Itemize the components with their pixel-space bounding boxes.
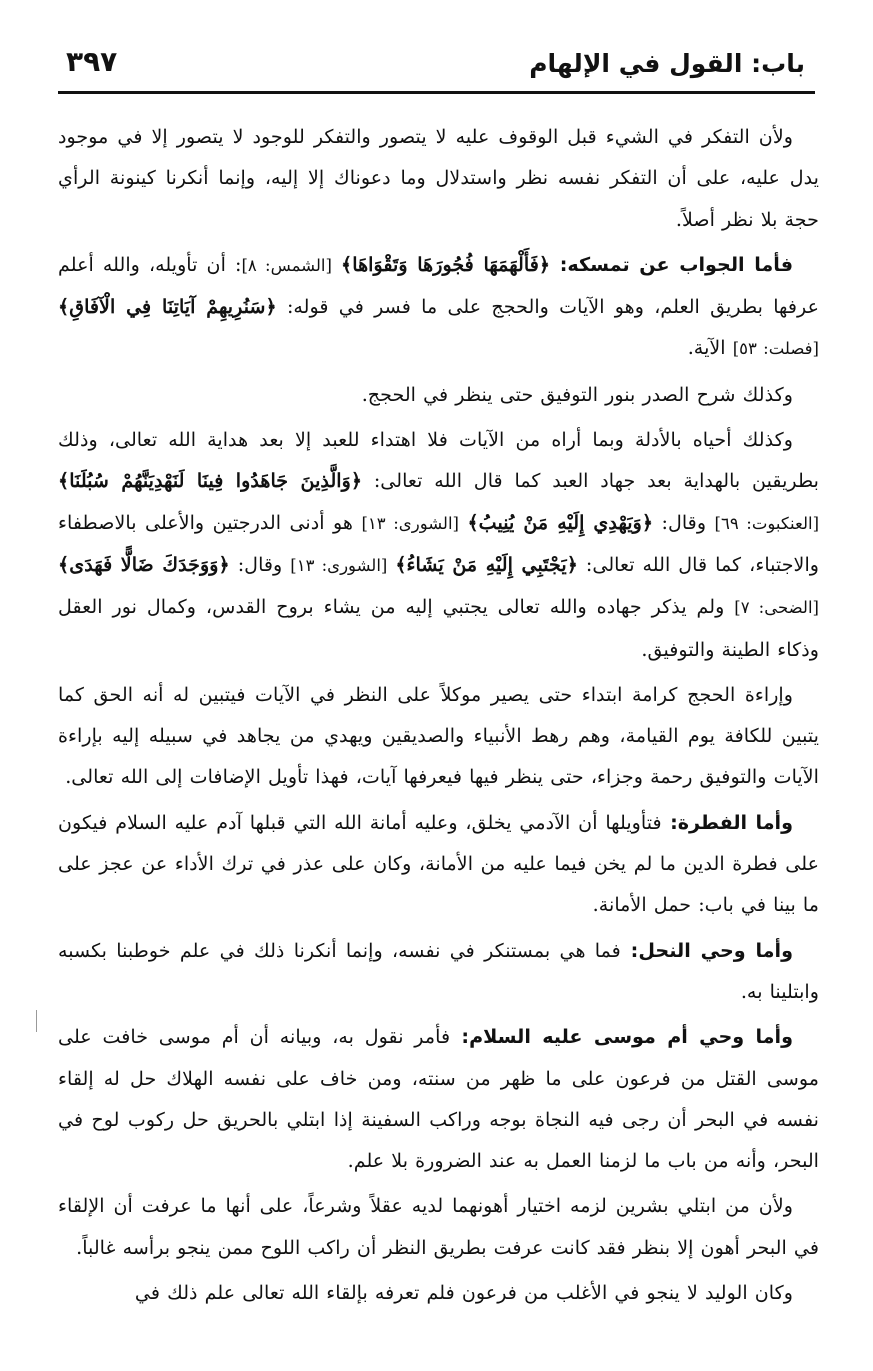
- paragraph: [58, 1016, 819, 1181]
- quran-quote: ﴿وَوَجَدَكَ ضَالًّا فَهَدَى﴾: [58, 552, 230, 576]
- verse-reference: [الشورى: ١٣]: [361, 513, 459, 533]
- quran-quote: ﴿يَجْتَبِي إِلَيْهِ مَنْ يَشَاءُ﴾: [395, 552, 578, 576]
- paragraph: [58, 1272, 819, 1313]
- running-title: باب: القول في الإلهام: [529, 49, 805, 78]
- body-text: [58, 116, 819, 1317]
- paragraph: [58, 374, 819, 415]
- quran-quote: ﴿وَيَهْدِي إِلَيْهِ مَنْ يُنِيبُ﴾: [467, 510, 654, 534]
- paragraph: [58, 930, 819, 1013]
- quran-quote: ﴿سَنُرِيهِمْ آيَاتِنَا فِي الْآفَاقِ﴾: [58, 295, 277, 319]
- paragraph: [58, 116, 819, 240]
- margin-mark: [36, 1010, 37, 1032]
- text-run: ولم يذكر جهاده والله تعالى يجتبي إليه من يشاء بروح القدس، وكمال نور العقل وذكاء الطينة والتوفيق.: [58, 595, 819, 661]
- text-run: هو أدنى الدرجتين والأعلى بالاصطفاء والاجتباء، كما قال الله تعالى:: [58, 510, 820, 576]
- verse-reference: [العنكبوت: ٦٩]: [714, 513, 820, 533]
- paragraph: [58, 1185, 819, 1268]
- text-run: ولأن من ابتلي بشرين لزمه اختيار أهونهما لديه عقلاً وشرعاً، على أنها ما عرفت أن الإلقاء في البحر أهون إلا بنظر فقد كانت عرفت بطريق النظر أن راكب اللوح ممن ينجو برأسه غالباً.: [58, 1194, 819, 1259]
- quran-quote: ﴿وَالَّذِينَ جَاهَدُوا فِينَا لَنَهْدِيَنَّهُمْ سُبُلَنَا﴾: [58, 469, 363, 493]
- text-run: فما هي بمستنكر في نفسه، وإنما أنكرنا ذلك في علم خوطبنا بكسبه وابتلينا به.: [58, 938, 819, 1003]
- paragraph: [58, 802, 819, 926]
- section-lead: فأما الجواب عن تمسكه:: [550, 252, 793, 276]
- text-run: الآية.: [687, 336, 733, 360]
- verse-reference: [الضحى: ٧]: [734, 598, 819, 618]
- text-run: : أن تأويله، والله أعلم عرفها بطريق العلم، وهو الآيات والحجج على ما فسر في قوله:: [58, 252, 819, 319]
- verse-reference: [الشمس: ٨]: [241, 255, 332, 275]
- text-run: ولأن التفكر في الشيء قبل الوقوف عليه لا يتصور والتفكر للوجود لا يتصور إلا في موجود يدل عليه، على أن التفكر نفسه نظر واستدلال وما دعوناك إلا إليه، وإنما أنكرنا كينونة الرأي حجة بلا نظر أصلاً.: [58, 125, 819, 231]
- text-run: وكذلك شرح الصدر بنور التوفيق حتى ينظر في الحجج.: [361, 382, 793, 406]
- text-run: وإراءة الحجج كرامة ابتداء حتى يصير موكلاً على النظر في الآيات فيتبين له أنه الحق كما يتبين للكافة يوم القيامة، وهم رهط الأنبياء والصديقين ويهدي من يجاهد في سبيله إليه بإراءة الآيات والتوفيق رحمة وجزاء، حتى ينظر فيها فيعرفها آيات، فهذا تأويل الإضافات إلى الله تعالى.: [58, 682, 819, 789]
- page-header: [66, 42, 805, 90]
- text-run: وقال:: [229, 552, 291, 576]
- section-lead: وأما وحي أم موسى عليه السلام:: [450, 1025, 793, 1049]
- page-number: ٣٩٧: [66, 45, 118, 78]
- section-lead: وأما الفطرة:: [661, 810, 793, 834]
- paragraph: [58, 674, 819, 798]
- text-run: فتأويلها أن الآدمي يخلق، وعليه أمانة الله التي قبلها آدم عليه السلام فيكون على فطرة الدين ما لم يخن فيما عليه من الأمانة، وكان على عذر في ترك الأداء عن عجز على ما بينا في باب: حمل الأمانة.: [58, 810, 819, 917]
- header-rule: [58, 91, 815, 94]
- text-run: فأمر نقول به، وبيانه أن أم موسى خافت على موسى القتل من فرعون على ما ظهر من سنته، ومن خاف على نفسه الهلاك حل له إلقاء نفسه في البحر أن رجى فيه النجاة بوجه وراكب السفينة إذا ابتلي بالحريق حل ركوب لوح في البحر، وأنه من باب ما لزمنا العمل به عند الضرورة بلا علم.: [58, 1025, 819, 1173]
- paragraph: [58, 419, 819, 670]
- quran-quote: ﴿فَأَلْهَمَهَا فُجُورَهَا وَتَقْوَاهَا﴾: [341, 252, 551, 276]
- text-run: [332, 253, 341, 276]
- verse-reference: [الشورى: ١٣]: [290, 555, 388, 575]
- section-lead: وأما وحي النحل:: [620, 938, 793, 962]
- text-run: وقال:: [653, 510, 715, 534]
- verse-reference: [فصلت: ٥٣]: [732, 339, 819, 359]
- paragraph: [58, 244, 819, 370]
- text-run: وكان الوليد لا ينجو في الأغلب من فرعون فلم تعرفه بإلقاء الله تعالى علم ذلك في: [134, 1281, 793, 1305]
- text-run: وكذلك أحياه بالأدلة وبما أراه من الآيات فلا اهتداء للعبد إلا بعد هداية الله تعالى، وذلك بطريقين بالهداية بعد جهاد العبد كما قال الله تعالى:: [58, 428, 819, 493]
